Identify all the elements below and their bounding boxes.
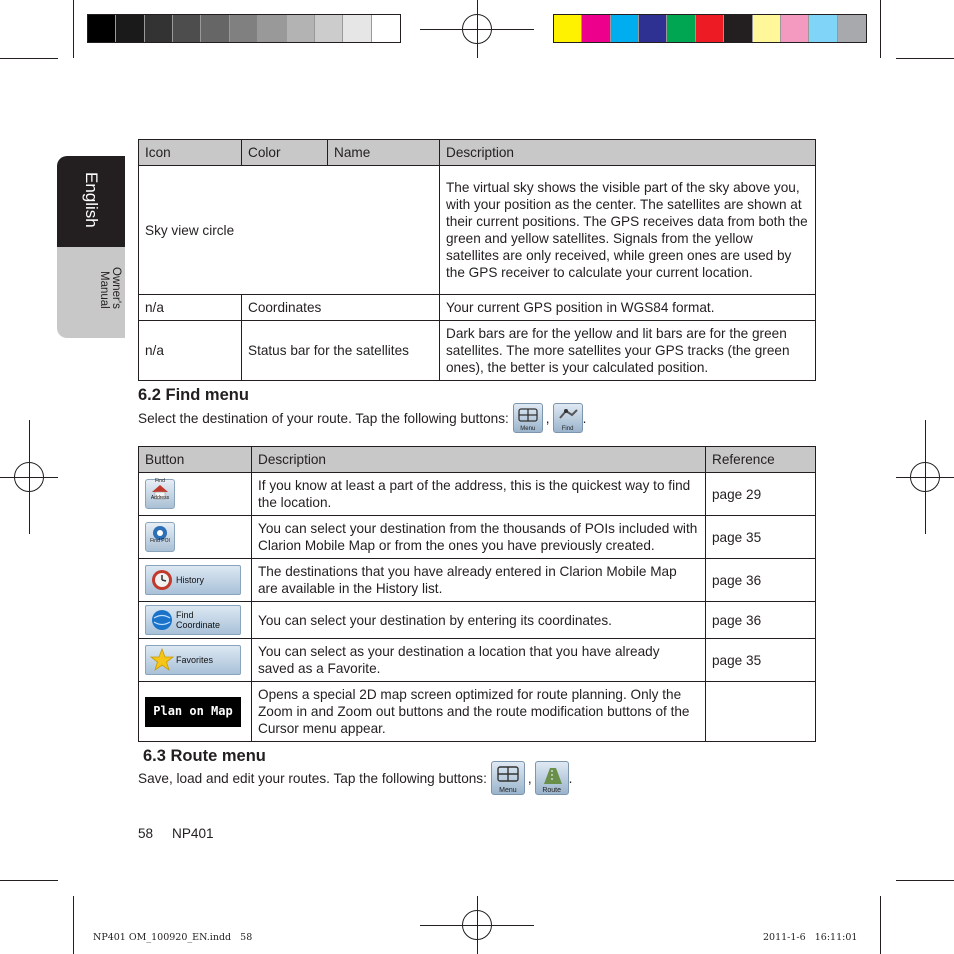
crop-mark — [73, 0, 74, 58]
menu-button-icon — [491, 761, 525, 795]
table-row — [139, 295, 816, 321]
gray-swatch — [201, 15, 229, 42]
row-reference — [706, 682, 816, 742]
color-swatch — [809, 15, 837, 42]
table-row — [139, 166, 816, 295]
manual-label-line2: Manual — [98, 271, 110, 309]
row-description: You can select your destination from the thousands of POIs included with Clarion Mobile Map or from the ones you have previously created. — [252, 516, 706, 559]
history-button-icon — [145, 565, 241, 595]
find-poi-label: Find POI — [150, 538, 170, 544]
find-coordinate-label-line1: Find — [176, 610, 194, 620]
model-name: NP401 — [172, 826, 214, 841]
row-reference: page 35 — [706, 516, 816, 559]
gray-swatch — [116, 15, 144, 42]
menu-button-label: Menu — [499, 787, 517, 794]
table-row — [139, 602, 816, 639]
favorites-label: Favorites — [176, 655, 214, 665]
crop-mark — [0, 880, 58, 881]
row-reference: page 36 — [706, 602, 816, 639]
gray-swatch — [315, 15, 343, 42]
header-name: Name — [328, 140, 440, 166]
row-description: Opens a special 2D map screen optimized for route planning. Only the Zoom in and Zoom out buttons and the route modification buttons of the Cursor menu appear. — [252, 682, 706, 742]
color-swatch — [582, 15, 610, 42]
find-address-label: Find Address — [150, 478, 170, 501]
plan-on-map-button-icon: Plan on Map — [145, 697, 241, 727]
gray-swatch — [372, 15, 400, 42]
row-description: Your current GPS position in WGS84 format. — [440, 295, 816, 321]
crop-mark — [896, 58, 954, 59]
row-description: You can select your destination by entering its coordinates. — [252, 602, 706, 639]
page-number: 58 — [138, 826, 154, 841]
satellite-info-table — [138, 139, 816, 381]
row-reference: page 35 — [706, 639, 816, 682]
header-description: Description — [252, 447, 706, 473]
crop-mark — [880, 0, 881, 58]
find-menu-intro — [138, 402, 586, 434]
crop-mark — [880, 896, 881, 954]
table-row — [139, 639, 816, 682]
route-menu-intro — [138, 760, 572, 796]
end-period: . — [568, 770, 573, 786]
grayscale-color-bar — [87, 14, 401, 43]
header-reference: Reference — [706, 447, 816, 473]
table-row — [139, 682, 816, 742]
find-menu-heading: 6.2 Find menu — [138, 386, 249, 404]
table-header-row — [139, 447, 816, 473]
row-description: The virtual sky shows the visible part of the sky above you, with your position as the center. The satellites are shown at their current positions. The GPS receives data from both the green and yellow satellites. Signals from the yellow satellites are only received, while green ones are used by the GPS receiver to calculate your current location. — [440, 166, 816, 295]
route-button-icon — [535, 761, 569, 795]
table-row — [139, 516, 816, 559]
menu-button-label: Menu — [520, 426, 536, 432]
find-poi-button-icon — [145, 522, 175, 552]
header-color: Color — [242, 140, 328, 166]
row-description: Dark bars are for the yellow and lit bars are for the green satellites. The more satellites your GPS tracks (the green ones), the better is your calculated position. — [440, 321, 816, 381]
row-reference: page 29 — [706, 473, 816, 516]
gray-swatch — [88, 15, 116, 42]
row-name: Sky view circle — [139, 166, 440, 295]
crop-mark — [896, 880, 954, 881]
manual-tab — [57, 247, 125, 338]
manual-label-line1: Owner's — [110, 267, 122, 309]
find-coordinate-button-icon — [145, 605, 241, 635]
find-menu-table — [138, 446, 816, 742]
row-icon: n/a — [139, 295, 242, 321]
gray-swatch — [287, 15, 315, 42]
find-menu-intro-text: Select the destination of your route. Tap the following buttons: — [138, 410, 509, 426]
find-coordinate-label-line2: Coordinate — [176, 620, 221, 630]
color-swatch — [753, 15, 781, 42]
table-row — [139, 473, 816, 516]
find-button-label: Find — [561, 426, 574, 432]
header-button: Button — [139, 447, 252, 473]
history-label: History — [176, 575, 205, 585]
route-menu-intro-text: Save, load and edit your routes. Tap the following buttons: — [138, 770, 487, 786]
menu-button-icon — [513, 403, 543, 433]
slug-filename: NP401 OM_100920_EN.indd 58 — [93, 932, 253, 943]
row-name: Coordinates — [242, 295, 440, 321]
table-row — [139, 321, 816, 381]
gray-swatch — [343, 15, 371, 42]
header-icon: Icon — [139, 140, 242, 166]
favorites-button-icon — [145, 645, 241, 675]
row-description: You can select as your destination a location that you have already saved as a Favorite. — [252, 639, 706, 682]
gray-swatch — [258, 15, 286, 42]
language-tab — [57, 156, 125, 247]
row-description: If you know at least a part of the address, this is the quickest way to find the location. — [252, 473, 706, 516]
crop-mark — [73, 896, 74, 954]
color-swatch — [639, 15, 667, 42]
end-period: . — [582, 410, 587, 426]
row-name: Status bar for the satellites — [242, 321, 440, 381]
separator: , — [545, 410, 550, 426]
color-swatch — [696, 15, 724, 42]
row-description: The destinations that you have already entered in Clarion Mobile Map are available in the History list. — [252, 559, 706, 602]
slug-timestamp: 2011-1-6 16:11:01 — [763, 932, 858, 943]
color-swatch — [838, 15, 866, 42]
route-button-label: Route — [542, 787, 562, 794]
find-button-icon — [553, 403, 583, 433]
gray-swatch — [145, 15, 173, 42]
color-swatch — [554, 15, 582, 42]
row-icon: n/a — [139, 321, 242, 381]
gray-swatch — [173, 15, 201, 42]
row-reference: page 36 — [706, 559, 816, 602]
header-description: Description — [440, 140, 816, 166]
gray-swatch — [230, 15, 258, 42]
process-color-bar — [553, 14, 867, 43]
table-header-row — [139, 140, 816, 166]
color-swatch — [667, 15, 695, 42]
color-swatch — [724, 15, 752, 42]
find-address-button-icon — [145, 479, 175, 509]
route-menu-heading: 6.3 Route menu — [143, 747, 266, 765]
language-label: English — [82, 172, 101, 228]
separator: , — [527, 770, 532, 786]
crop-mark — [0, 58, 58, 59]
color-swatch — [611, 15, 639, 42]
color-swatch — [781, 15, 809, 42]
table-row — [139, 559, 816, 602]
